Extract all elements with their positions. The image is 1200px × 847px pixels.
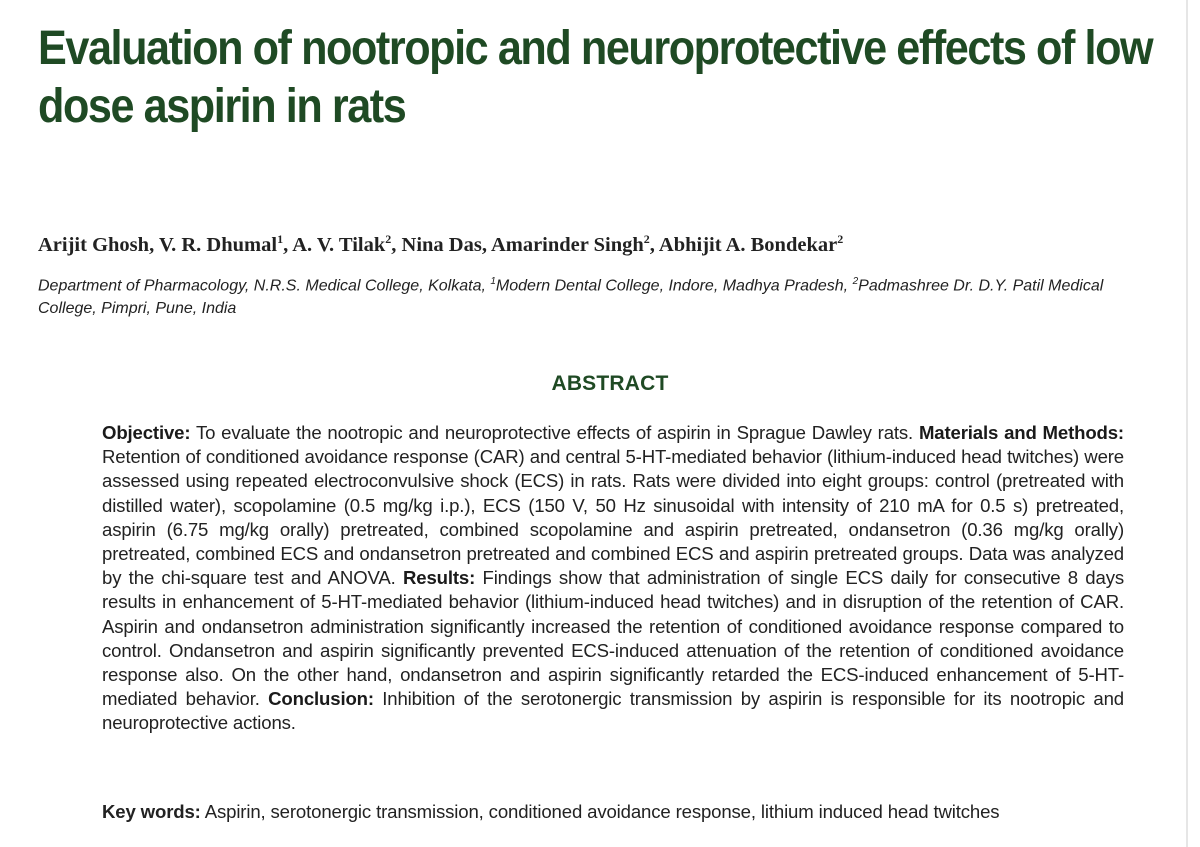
author-list	[38, 232, 843, 257]
abstract-heading: ABSTRACT	[551, 372, 669, 395]
author-name: Abhijit A. Bondekar	[658, 233, 838, 256]
page-edge-divider	[1186, 0, 1188, 847]
keywords-text: Aspirin, serotonergic transmission, conditioned avoidance response, lithium induced head twitches	[200, 801, 1000, 822]
results-text: Findings show that administration of single ECS daily for consecutive 8 days results in enhancement of 5-HT-mediated behavior (lithium-induced head twitches) and in disruption of the retention of CAR. Aspirin and ondansetron administration significantly increased the retention of conditioned avoidance response compared to control. Ondansetron and aspirin significantly prevented ECS-induced attenuation of the retention of conditioned avoidance response also. On the other hand, ondansetron and aspirin significantly retarded the ECS-induced enhancement of 5-HT-mediated behavior.	[102, 567, 1124, 710]
methods-text: Retention of conditioned avoidance response (CAR) and central 5-HT-mediated behavior (lithium-induced head twitches) were assessed using repeated electroconvulsive shock (ECS) in rats. Rats were divided into eight groups: control (pretreated with distilled water), scopolamine (0.5 mg/kg i.p.), ECS (150 V, 50 Hz sinusoidal with intensity of 210 mA for 0.5 s) pretreated, aspirin (6.75 mg/kg orally) pretreated, combined scopolamine and aspirin pretreated, ondansetron (0.36 mg/kg orally) pretreated, combined ECS and ondansetron pretreated and combined ECS and aspirin pretreated groups. Data was analyzed by the chi-square test and ANOVA.	[102, 446, 1124, 589]
author-name: A. V. Tilak	[292, 233, 386, 256]
conclusion-text: Inhibition of the serotonergic transmission by aspirin is responsible for its nootropic and neuroprotective actions.	[102, 688, 1124, 734]
conclusion-label: Conclusion:	[268, 688, 374, 710]
affiliation-mark: 1	[490, 276, 496, 287]
author-separator: ,	[149, 233, 159, 256]
author-name: Amarinder Singh	[490, 233, 644, 256]
author-separator: ,	[481, 233, 491, 256]
author-affiliation-mark: 2	[643, 232, 650, 246]
author-affiliation-mark: 2	[385, 232, 392, 246]
author-separator: ,	[391, 233, 402, 256]
affiliations	[38, 270, 1118, 320]
author-name: V. R. Dhumal	[158, 233, 278, 256]
author-name: Arijit Ghosh	[38, 233, 150, 256]
methods-label: Materials and Methods:	[918, 422, 1124, 443]
article-title: Evaluation of nootropic and neuroprotective effects of low dose aspirin in rats	[38, 22, 1153, 133]
author-separator: ,	[649, 233, 659, 256]
affiliation-text: Modern Dental College, Indore, Madhya Pradesh,	[495, 277, 853, 295]
author-separator: ,	[283, 233, 293, 256]
author-affiliation-mark: 2	[837, 232, 844, 246]
objective-label: Objective:	[102, 422, 191, 443]
affiliation-text: Padmashree Dr. D.Y. Patil Medical College, Pimpri, Pune, India	[38, 277, 1104, 318]
keywords-label: Key words:	[102, 801, 201, 822]
author-name: Nina Das	[401, 233, 482, 256]
affiliation-mark: 2	[852, 276, 859, 287]
objective-text: To evaluate the nootropic and neuroprotective effects of aspirin in Sprague Dawley rats.	[190, 422, 919, 443]
results-label: Results:	[402, 567, 476, 589]
abstract-body	[102, 421, 1124, 736]
author-affiliation-mark: 1	[277, 232, 284, 246]
keywords	[102, 800, 1142, 824]
affiliation-text: Department of Pharmacology, N.R.S. Medical College, Kolkata,	[38, 277, 491, 295]
